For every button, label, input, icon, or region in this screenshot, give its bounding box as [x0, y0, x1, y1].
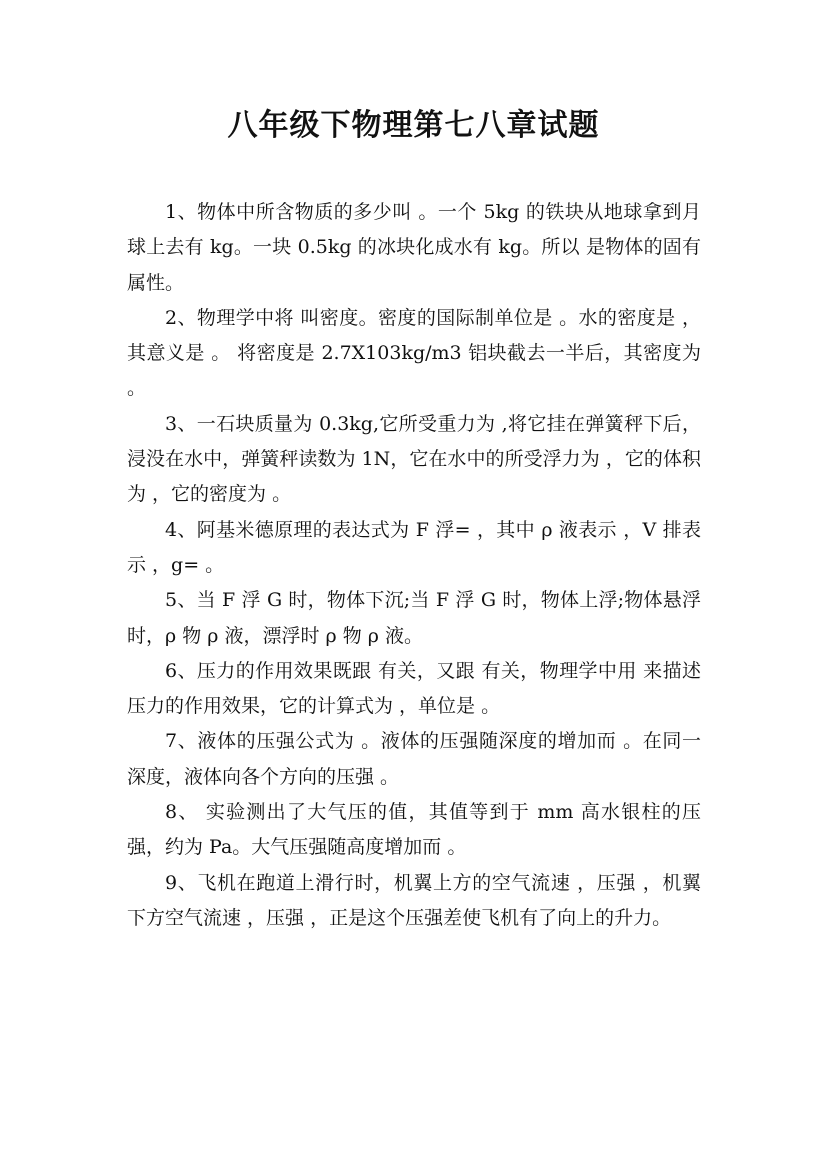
question-list	[127, 195, 701, 936]
question-6: 6、压力的作用效果既跟 有关，又跟 有关，物理学中用 来描述压力的作用效果，它的计算式为 ，单位是 。	[127, 659, 701, 718]
question-8: 8、 实验测出了大气压的值，其值等到于 mm 高水银柱的压强，约为 Pa。大气压强随高度增加而 。	[127, 801, 701, 859]
question-1: 1、物体中所含物质的多少叫 。一个 5kg 的铁块从地球拿到月球上去有 kg。一块 0.5kg 的冰块化成水有 kg。所以 是物体的固有属性。	[127, 201, 701, 294]
question-9: 9、飞机在跑道上滑行时，机翼上方的空气流速 ，压强 ，机翼下方空气流速 ，压强 ，正是这个压强差使飞机有了向上的升力。	[127, 871, 701, 929]
document-title: 八年级下物理第七八章试题	[227, 108, 600, 143]
question-7: 7、液体的压强公式为 。液体的压强随深度的增加而 。在同一深度，液体向各个方向的压强 。	[127, 730, 701, 788]
question-3: 3、一石块质量为 0.3kg,它所受重力为 ,将它挂在弹簧秤下后，浸没在水中，弹簧秤读数为 1N，它在水中的所受浮力为 ，它的体积为 ，它的密度为 。	[127, 412, 701, 506]
question-2: 2、物理学中将 叫密度。密度的国际制单位是 。水的密度是 ，其意义是 。 将密度是 2.7X103kg/m3 铝块截去一半后，其密度为 。	[127, 306, 701, 400]
question-5: 5、当 F 浮 G 时，物体下沉;当 F 浮 G 时，物体上浮;物体悬浮时，ρ 物 ρ 液，漂浮时 ρ 物 ρ 液。	[127, 589, 701, 647]
question-4: 4、阿基米德原理的表达式为 F 浮= ，其中 ρ 液表示 ，V 排表示 ，g= 。	[127, 518, 701, 576]
